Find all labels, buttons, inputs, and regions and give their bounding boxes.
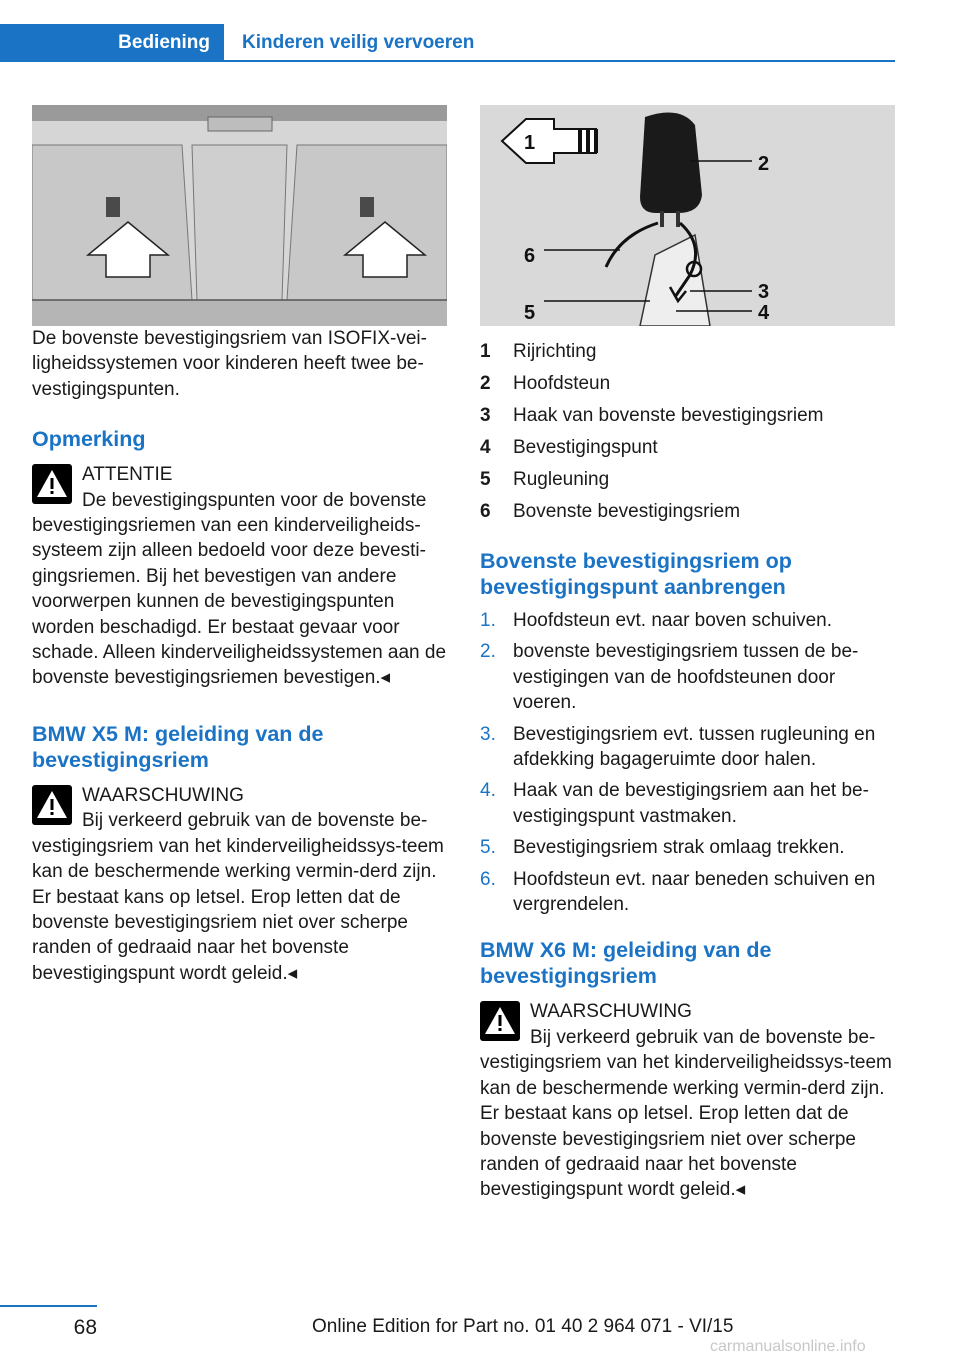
- cargo-area-drawing: [32, 105, 447, 326]
- figure-legend: [480, 336, 895, 528]
- legend-item: [480, 464, 895, 496]
- step-number: 6.: [480, 868, 496, 890]
- headrest-drawing: [480, 105, 895, 326]
- step-item: [480, 639, 895, 715]
- page-header: [0, 24, 895, 62]
- mount-steps: [480, 608, 895, 917]
- legend-number: 3: [480, 405, 491, 426]
- chapter-tab: Kinderen veilig vervoeren: [242, 32, 475, 53]
- legend-item: [480, 336, 895, 368]
- step-item: [480, 608, 895, 633]
- mount-heading: Bovenste bevestigingsriem op bevestigingspunt aanbrengen: [480, 549, 792, 599]
- step-text: Hoofdsteun evt. naar beneden schuiven en vergrendelen.: [513, 868, 876, 916]
- legend-number: 4: [480, 437, 491, 458]
- step-item: [480, 867, 895, 918]
- cargo-area-illustration: [32, 105, 447, 326]
- legend-label: Hoofdsteun: [513, 373, 611, 394]
- attention-notice: [32, 462, 447, 691]
- edition-text: Online Edition for Part no. 01 40 2 964 071 - VI/15: [312, 1316, 734, 1337]
- step-text: Hoofdsteun evt. naar boven schuiven.: [513, 610, 832, 631]
- legend-number: 5: [480, 469, 491, 490]
- legend-label: Bevestigingspunt: [513, 437, 658, 458]
- header-rule: [224, 60, 895, 62]
- figure-label-4: 4: [758, 302, 770, 324]
- x6-warning-text: Bij verkeerd gebruik van de bovenste be-vestigingsriem van het kinderveiligheidssys-teem kan de beschermende werking vermin-derd zijn. Er bestaat kans op letsel. Erop letten dat de bovenste bevestigingsriem niet over scherpe randen of gedraaid naar het bovenste bevestigingspunt wordt geleid.◂: [480, 1026, 892, 1201]
- legend-label: Bovenste bevestigingsriem: [513, 501, 741, 522]
- step-item: [480, 835, 895, 860]
- legend-item: [480, 496, 895, 528]
- isofix-intro-text: De bovenste bevestigingsriem van ISOFIX-vei-ligheidssystemen voor kinderen heeft twee be-vestigingspunten.: [32, 328, 427, 400]
- attention-text: De bevestigingspunten voor de bovenste bevestigingsriemen van een kinderveiligheids-systeem zijn alleen bedoeld voor deze bevesti-gingsriemen. Bij het bevestigen van andere voorwerpen kunnen de bevestigingspunten worden beschadigd. Er bestaat gevaar voor schade. Alleen kinderveiligheidssystemen aan de bovenste bevestigingsriemen bevestigen.◂: [32, 489, 447, 689]
- warning-triangle-icon: [32, 464, 72, 504]
- left-column: [32, 105, 447, 986]
- step-text: Bevestigingsriem strak omlaag trekken.: [513, 837, 845, 859]
- section-tab: Bediening: [0, 24, 224, 62]
- step-text: Haak van de bevestigingsriem aan het be-vestigingspunt vastmaken.: [513, 780, 869, 827]
- legend-label: Rugleuning: [513, 469, 610, 490]
- headrest-illustration: [480, 105, 895, 326]
- x5-warning-notice: [32, 783, 447, 986]
- step-number: 4.: [480, 780, 496, 802]
- legend-number: 2: [480, 373, 491, 394]
- legend-label: Rijrichting: [513, 341, 597, 362]
- legend-number: 1: [480, 341, 491, 362]
- warning-triangle-icon: [480, 1001, 520, 1041]
- x6-warning-title: WAARSCHUWING: [530, 1001, 692, 1023]
- legend-number: 6: [480, 501, 491, 522]
- step-number: 3.: [480, 723, 496, 745]
- figure-label-3: 3: [758, 281, 770, 303]
- warning-triangle-icon: [32, 785, 72, 825]
- figure-label-2: 2: [758, 153, 770, 175]
- x6-heading: BMW X6 M: geleiding van de bevestigingsriem: [480, 938, 772, 989]
- attention-title: ATTENTIE: [82, 464, 173, 486]
- figure-label-1: 1: [524, 132, 536, 154]
- footer-rule: [0, 1305, 97, 1307]
- step-number: 1.: [480, 610, 496, 631]
- step-number: 5.: [480, 837, 496, 859]
- watermark: carmanualsonline.info: [710, 1338, 866, 1355]
- legend-item: [480, 432, 895, 464]
- step-item: [480, 722, 895, 773]
- legend-item: [480, 400, 895, 432]
- step-item: [480, 778, 895, 829]
- legend-label: Haak van bovenste bevestigingsriem: [513, 405, 824, 426]
- x5-heading: BMW X5 M: geleiding van de bevestigingsriem: [32, 721, 324, 772]
- step-number: 2.: [480, 641, 496, 663]
- note-heading: Opmerking: [32, 427, 146, 452]
- x6-warning-notice: [480, 999, 895, 1202]
- right-column: [480, 105, 895, 1203]
- step-text: Bevestigingsriem evt. tussen rugleuning en afdekking bagageruimte door halen.: [513, 723, 876, 771]
- x5-warning-text: Bij verkeerd gebruik van de bovenste be-vestigingsriem van het kinderveiligheidssys-teem kan de beschermende werking vermin-derd zijn. Er bestaat kans op letsel. Erop letten dat de bovenste bevestigingsriem niet over scherpe randen of gedraaid naar het bovenste bevestigingspunt wordt geleid.◂: [32, 810, 444, 984]
- figure-label-6: 6: [524, 245, 536, 267]
- page-number: 68: [73, 1316, 97, 1339]
- figure-label-5: 5: [524, 302, 536, 324]
- legend-item: [480, 368, 895, 400]
- x5-warning-title: WAARSCHUWING: [82, 784, 244, 806]
- step-text: bovenste bevestigingsriem tussen de be-vestigingen van de hoofdsteunen door voeren.: [513, 641, 859, 714]
